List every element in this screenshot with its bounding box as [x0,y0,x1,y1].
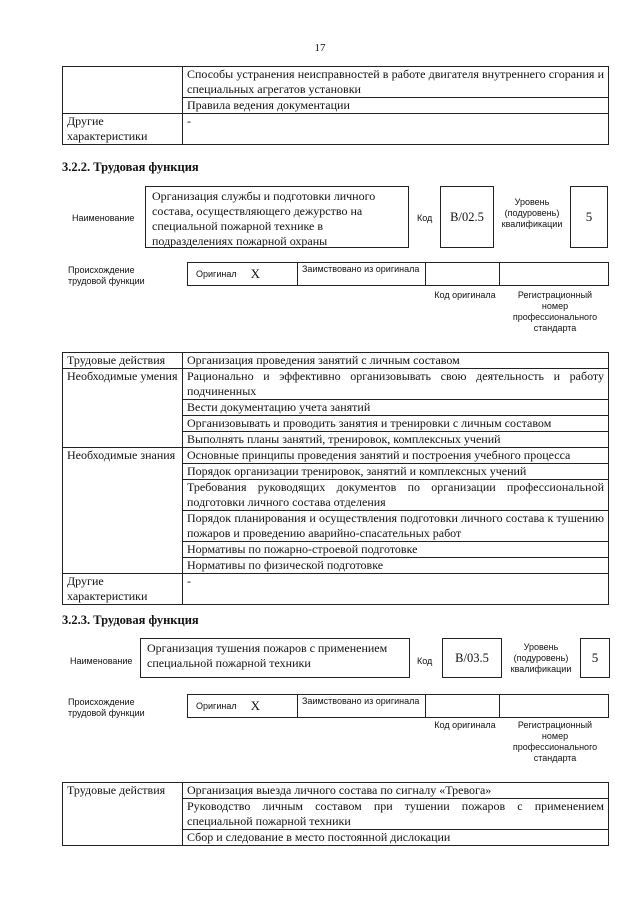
row-item: Требования руководящих документов по организации профессиональной подготовки личного состава отделения [183,480,609,511]
code-box: B/02.5 [440,186,494,248]
row-item: Порядок планирования и осуществления подготовки личного состава к тушению пожаров и проведению аварийно-спасательных работ [183,511,609,542]
original-cell [188,695,298,717]
reg-number-cell [500,695,608,717]
section-heading: 3.2.3. Трудовая функция [62,613,199,627]
row-item: Организация выезда личного состава по сигналу «Тревога» [183,783,609,799]
function-name-box: Организация тушения пожаров с применением специальной пожарной техники [140,638,410,678]
level-box: 5 [580,638,610,678]
origin-code-caption: Код оригинала [434,290,496,300]
row-item: Нормативы по физической подготовке [183,558,609,574]
function-name-box: Организация службы и подготовки личного состава, осуществляющего дежурство на специальной пожарной технике в подразделениях пожарной охраны [145,186,409,248]
origin-row [187,262,609,286]
origin-code-cell [426,263,500,285]
row-label: Необходимые знания [63,448,183,574]
top-table-empty-cell [63,67,183,114]
row-label: Другие характеристики [63,574,183,605]
borrowed-cell: Заимствовано из оригинала [298,263,426,285]
row-item: Нормативы по пожарно-строевой подготовке [183,542,609,558]
original-mark: X [250,266,260,281]
top-table-item: Способы устранения неисправностей в работе двигателя внутреннего сгорания и специальных агрегатов установки [183,67,609,98]
page-number: 17 [314,42,326,54]
row-item: Организация проведения занятий с личным составом [183,353,609,369]
original-mark: X [250,698,260,713]
top-table-label: Другие характеристики [63,114,183,145]
top-table [62,66,609,145]
section-2-table [62,782,609,846]
row-label: Трудовые действия [63,783,183,846]
row-item: Основные принципы проведения занятий и построения учебного процесса [183,448,609,464]
row-item: Порядок организации тренировок, занятий и комплексных учений [183,464,609,480]
origin-label: Происхождение трудовой функции [68,265,145,286]
section-heading: 3.2.2. Трудовая функция [62,160,199,174]
code-box: B/03.5 [442,638,502,678]
row-item: Вести документацию учета занятий [183,400,609,416]
top-table-item: Правила ведения документации [183,98,609,114]
row-item: Организовывать и проводить занятия и тренировки с личным составом [183,416,609,432]
borrowed-cell: Заимствовано из оригинала [298,695,426,717]
reg-number-cell [500,263,608,285]
reg-number-caption: Регистрационный номер профессионального стандарта [512,290,598,333]
name-label: Наименование [72,213,135,223]
row-item: Сбор и следование в место постоянной дислокации [183,830,609,846]
section-1-table [62,352,609,605]
row-label: Трудовые действия [63,353,183,369]
row-label: Необходимые умения [63,369,183,448]
origin-code-cell [426,695,500,717]
reg-number-caption: Регистрационный номер профессионального стандарта [512,720,598,763]
origin-label: Происхождение трудовой функции [68,697,145,718]
level-label: Уровень (подуровень) квалификации [510,642,572,674]
top-table-item: - [183,114,609,145]
row-item: - [183,574,609,605]
origin-code-caption: Код оригинала [434,720,496,730]
code-label: Код [417,656,433,666]
row-item: Рационально и эффективно организовывать свою деятельность и работу подчиненных [183,369,609,400]
row-item: Выполнять планы занятий, тренировок, комплексных учений [183,432,609,448]
code-label: Код [417,213,433,223]
level-label: Уровень (подуровень) квалификации [501,197,563,229]
row-item: Руководство личным составом при тушении пожаров с применением специальной пожарной техники [183,799,609,830]
original-cell [188,263,298,285]
origin-row [187,694,609,718]
name-label: Наименование [70,656,133,666]
level-box: 5 [570,186,608,248]
original-label: Оригинал [196,268,237,279]
original-label: Оригинал [196,700,237,711]
